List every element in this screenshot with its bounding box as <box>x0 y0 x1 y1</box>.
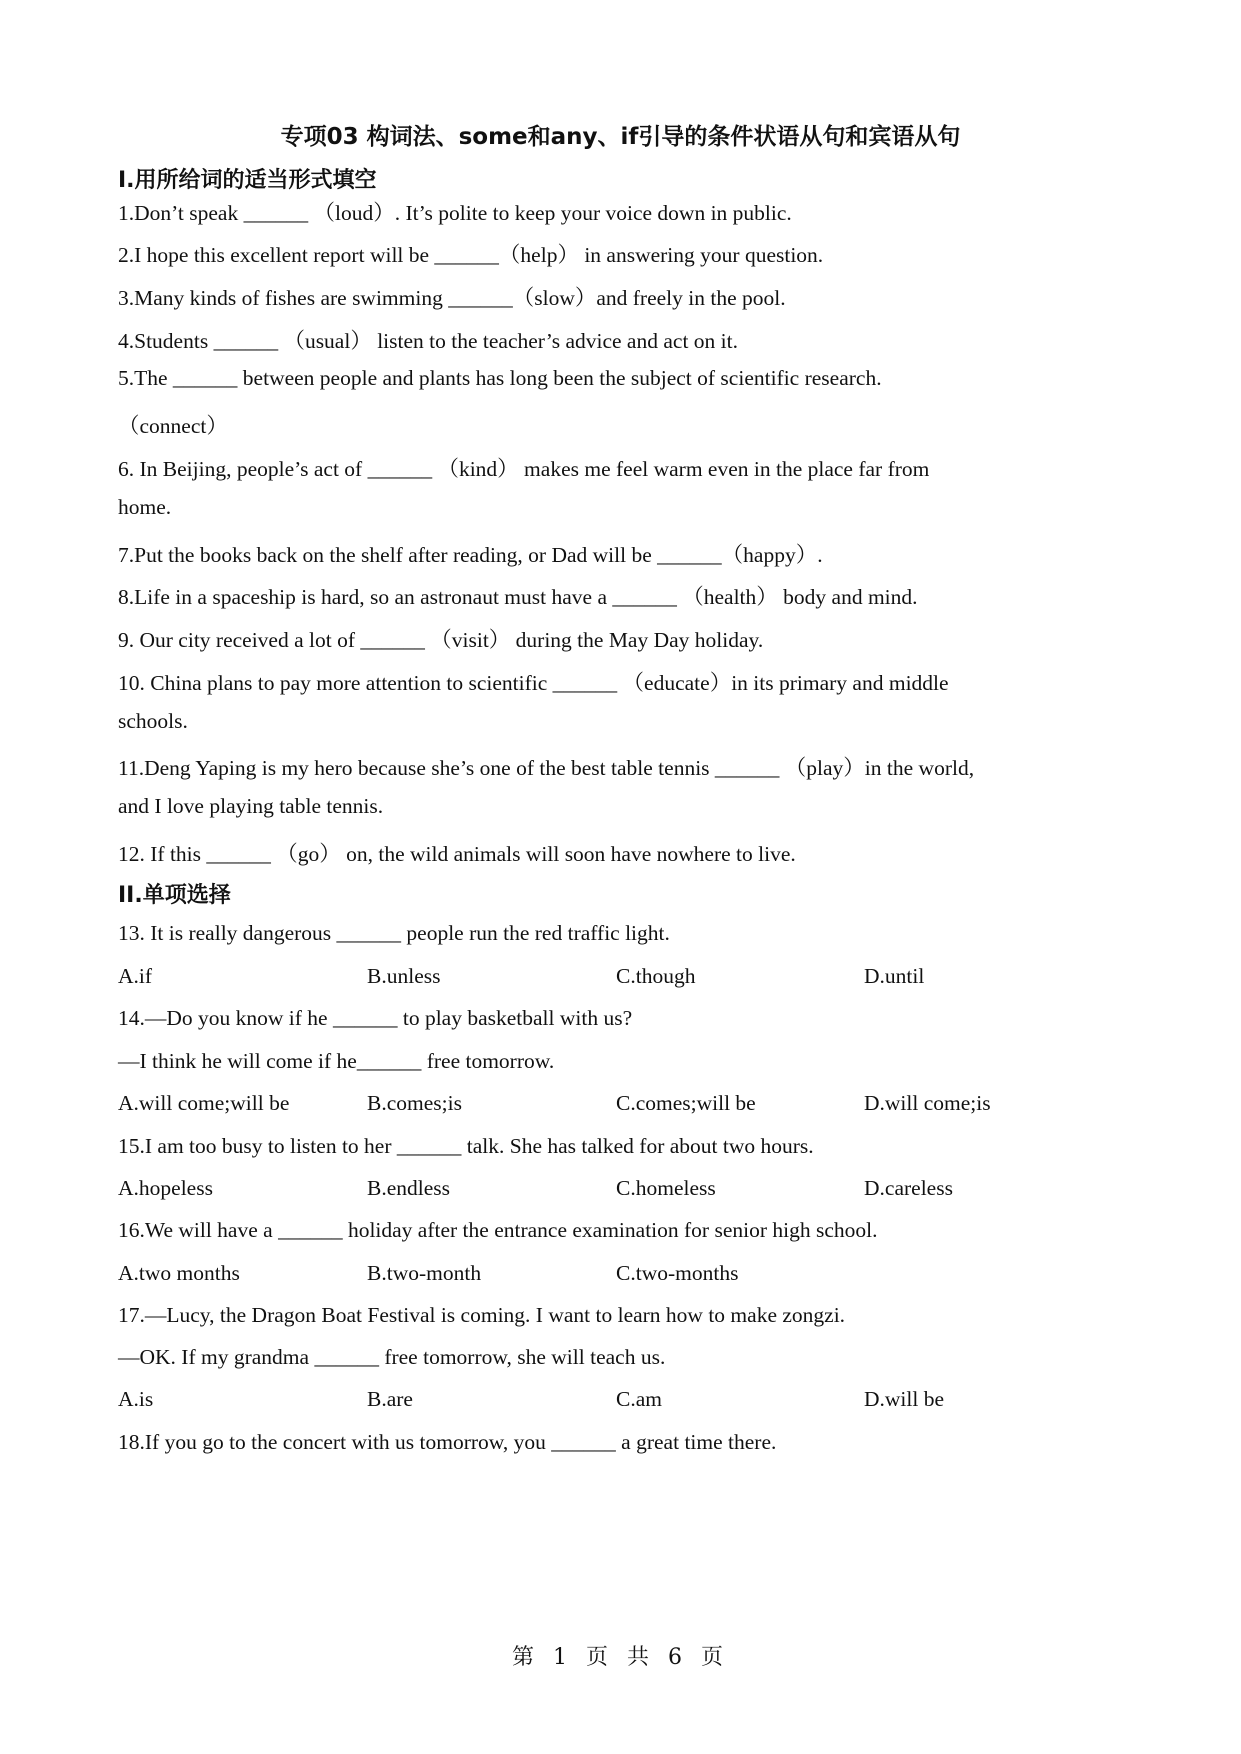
option-b: B.endless <box>367 1176 451 1200</box>
question-17-reply: —OK. If my grandma ______ free tomorrow, she will teach us. <box>118 1345 666 1369</box>
option-d: D.will come;is <box>864 1091 991 1115</box>
question-line: and I love playing table tennis. <box>118 794 384 818</box>
question-15: 15.I am too busy to listen to her ______ talk. She has talked for about two hours. <box>118 1134 814 1158</box>
question-line: 11.Deng Yaping is my hero because she’s one of the best table tennis ______ （play）in the world, <box>118 756 975 780</box>
question-line: schools. <box>118 709 188 733</box>
option-a: A.is <box>118 1387 154 1411</box>
question-line: 3.Many kinds of fishes are swimming ______（slow）and freely in the pool. <box>118 286 786 310</box>
option-b: B.are <box>367 1387 413 1411</box>
section-heading-multiple-choice: II.单项选择 <box>118 883 231 908</box>
option-c: C.two-months <box>616 1261 739 1285</box>
option-b: B.two-month <box>367 1261 482 1285</box>
question-line: （connect） <box>118 414 228 438</box>
question-17: 17.—Lucy, the Dragon Boat Festival is coming. I want to learn how to make zongzi. <box>118 1303 846 1327</box>
option-b: B.comes;is <box>367 1091 462 1115</box>
question-line: 6. In Beijing, people’s act of ______ （kind） makes me feel warm even in the place far from <box>118 457 930 481</box>
option-a: A.hopeless <box>118 1176 213 1200</box>
option-d: D.will be <box>864 1387 945 1411</box>
question-16: 16.We will have a ______ holiday after the entrance examination for senior high school. <box>118 1218 878 1242</box>
question-13: 13. It is really dangerous ______ people run the red traffic light. <box>118 921 670 945</box>
question-line: 12. If this ______ （go） on, the wild animals will soon have nowhere to live. <box>118 842 796 866</box>
option-c: C.am <box>616 1387 662 1411</box>
question-line: 5.The ______ between people and plants has long been the subject of scientific research. <box>118 366 882 390</box>
option-d: D.careless <box>864 1176 953 1200</box>
question-18: 18.If you go to the concert with us tomorrow, you ______ a great time there. <box>118 1430 777 1454</box>
page-number: 第 1 页 共 6 页 <box>512 1645 729 1670</box>
question-line: 2.I hope this excellent report will be ______（help） in answering your question. <box>118 243 824 267</box>
option-a: A.two months <box>118 1261 240 1285</box>
question-line: 4.Students ______ （usual） listen to the teacher’s advice and act on it. <box>118 329 738 353</box>
question-14-reply: —I think he will come if he______ free tomorrow. <box>118 1049 555 1073</box>
question-line: 9. Our city received a lot of ______ （visit） during the May Day holiday. <box>118 628 764 652</box>
question-line: home. <box>118 495 172 519</box>
question-line: 1.Don’t speak ______ （loud）. It’s polite to keep your voice down in public. <box>118 201 792 225</box>
question-line: 7.Put the books back on the shelf after reading, or Dad will be ______（happy）. <box>118 543 823 567</box>
option-b: B.unless <box>367 964 441 988</box>
page-title: 专项03 构词法、some和any、if引导的条件状语从句和宾语从句 <box>280 124 961 150</box>
question-line: 10. China plans to pay more attention to scientific ______ （educate）in its primary and middle <box>118 671 949 695</box>
option-c: C.though <box>616 964 696 988</box>
option-d: D.until <box>864 964 925 988</box>
question-line: 8.Life in a spaceship is hard, so an astronaut must have a ______ （health） body and mind. <box>118 585 918 609</box>
section-heading-fill-in: I.用所给词的适当形式填空 <box>118 168 377 193</box>
option-a: A.will come;will be <box>118 1091 290 1115</box>
option-c: C.comes;will be <box>616 1091 756 1115</box>
question-14: 14.—Do you know if he ______ to play basketball with us? <box>118 1006 633 1030</box>
option-c: C.homeless <box>616 1176 716 1200</box>
option-a: A.if <box>118 964 153 988</box>
